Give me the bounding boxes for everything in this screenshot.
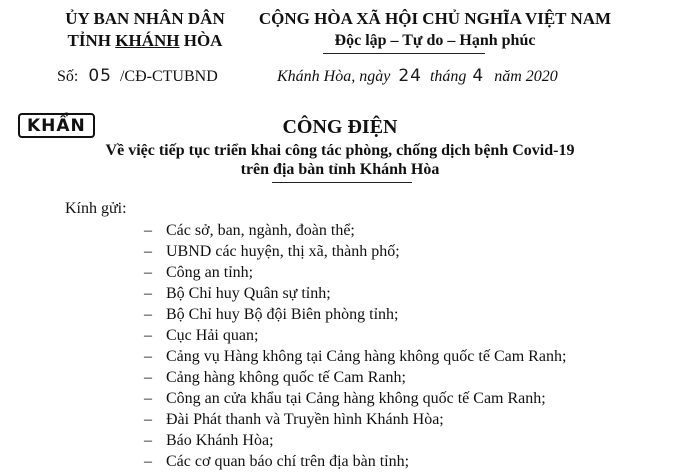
recipient-text: Báo Khánh Hòa;: [166, 432, 274, 449]
doc-number-suffix: /CĐ-CTUBND: [119, 68, 218, 85]
document-subtitle: [0, 141, 680, 179]
subtitle-line-1: Về việc tiếp tục triển khai công tác phòng, chống dịch bệnh Covid-19: [105, 142, 575, 159]
recipient-text: Các sở, ban, ngành, đoàn thể;: [166, 222, 355, 239]
recipient-text: Cảng vụ Hàng không tại Cảng hàng không quốc tế Cam Ranh;: [166, 348, 567, 365]
dash-icon: –: [144, 222, 152, 239]
dash-icon: –: [144, 264, 152, 281]
recipient-item: [144, 409, 566, 430]
recipient-text: Bộ Chỉ huy Quân sự tỉnh;: [166, 285, 331, 302]
agency-suffix: HÒA: [179, 31, 223, 50]
dash-icon: –: [144, 327, 152, 344]
month-label: tháng: [429, 68, 467, 85]
recipient-item: [144, 367, 566, 388]
urgent-stamp: KHẨN: [18, 113, 95, 138]
recipient-item: [144, 388, 566, 409]
issuing-agency: [50, 8, 240, 52]
recipient-item: [144, 220, 566, 241]
national-motto: Độc lập – Tự do – Hạnh phúc: [334, 32, 536, 49]
title-underline: [272, 182, 412, 183]
recipient-item: [144, 325, 566, 346]
national-header: [235, 8, 635, 52]
recipient-item: [144, 241, 566, 262]
doc-number-label: Số:: [57, 68, 79, 85]
recipient-item: [144, 262, 566, 283]
date-line: [277, 66, 558, 86]
dash-icon: –: [144, 411, 152, 428]
dash-icon: –: [144, 285, 152, 302]
document-number: [57, 66, 218, 86]
recipient-item: [144, 346, 566, 367]
recipient-item: [144, 430, 566, 451]
dash-icon: –: [144, 390, 152, 407]
dash-icon: –: [144, 243, 152, 260]
agency-line-2: [50, 30, 240, 52]
dash-icon: –: [144, 453, 152, 470]
recipient-text: Cục Hải quan;: [166, 327, 259, 344]
recipient-text: Đài Phát thanh và Truyền hình Khánh Hòa;: [166, 411, 444, 428]
recipient-text: Các cơ quan báo chí trên địa bàn tỉnh;: [166, 453, 410, 470]
recipient-text: Công an cửa khẩu tại Cảng hàng không quốc tế Cam Ranh;: [166, 390, 546, 407]
dash-icon: –: [144, 432, 152, 449]
recipient-text: Công an tỉnh;: [166, 264, 254, 281]
dash-icon: –: [144, 348, 152, 365]
recipient-list: [144, 220, 566, 472]
subtitle-line-2: trên địa bàn tỉnh Khánh Hòa: [240, 161, 440, 178]
recipient-item: [144, 304, 566, 325]
doc-number-handwritten: 05: [88, 66, 112, 86]
date-place: Khánh Hòa, ngày: [277, 68, 391, 85]
recipient-item: [144, 283, 566, 304]
year-text: năm 2020: [494, 68, 558, 85]
recipient-text: Bộ Chỉ huy Bộ đội Biên phòng tỉnh;: [166, 306, 399, 323]
greeting: Kính gửi:: [65, 200, 127, 217]
agency-underlined: KHÁNH: [115, 31, 180, 50]
recipient-text: UBND các huyện, thị xã, thành phố;: [166, 243, 400, 260]
day-handwritten: 24: [398, 66, 422, 86]
agency-line-1: ỦY BAN NHÂN DÂN: [65, 9, 225, 28]
recipient-item: [144, 451, 566, 472]
motto-underline: [323, 53, 485, 54]
recipient-text: Cảng hàng không quốc tế Cam Ranh;: [166, 369, 406, 386]
nation-name: CỘNG HÒA XÃ HỘI CHỦ NGHĨA VIỆT NAM: [258, 9, 612, 28]
agency-prefix: TỈNH: [67, 31, 116, 50]
month-handwritten: 4: [472, 66, 485, 86]
document-title: CÔNG ĐIỆN: [282, 116, 398, 138]
dash-icon: –: [144, 369, 152, 386]
dash-icon: –: [144, 306, 152, 323]
